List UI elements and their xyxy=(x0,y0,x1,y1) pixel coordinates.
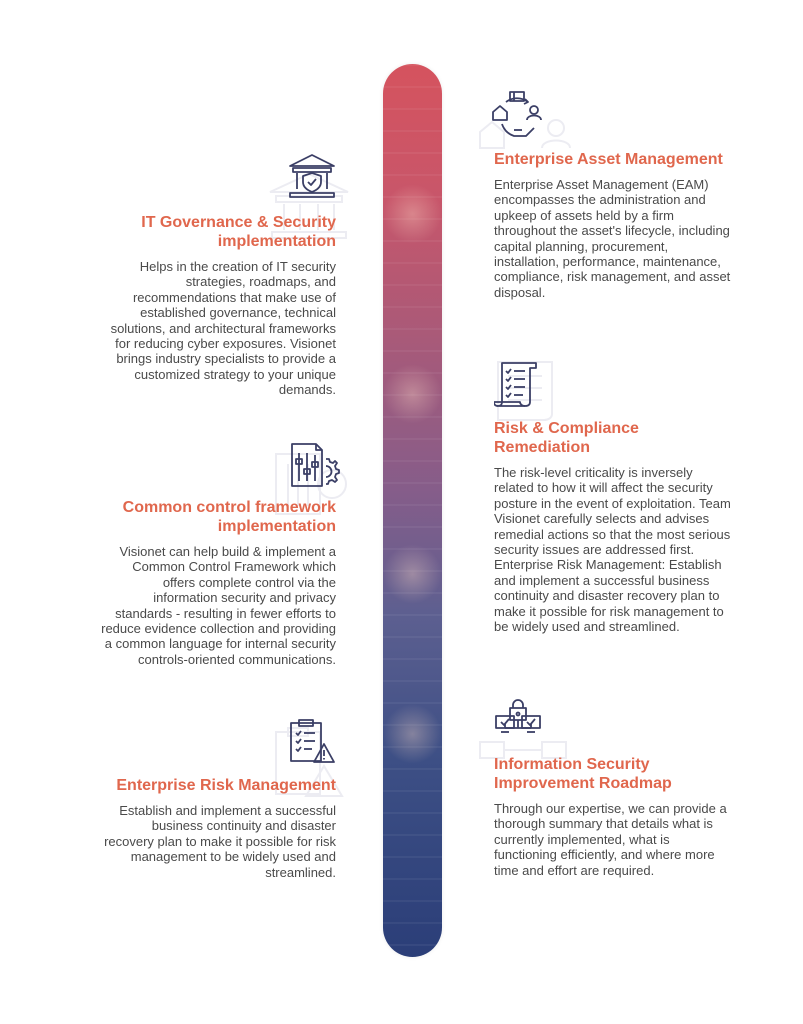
enterprise-risk-title: Enterprise Risk Management xyxy=(116,777,336,794)
bank-shield-icon xyxy=(287,153,337,199)
info-security-block xyxy=(494,755,734,878)
common-control-text: Visionet can help build & implement a Common Control Framework which offers complete control via the information security and privacy standards - resulting in fewer efforts to reduce evidence collection and providing a common language for internal security controls-oriented communications. xyxy=(101,544,336,667)
it-governance-block xyxy=(100,213,336,398)
network-lock-icon xyxy=(493,698,543,742)
clipboard-warning-icon xyxy=(288,718,336,766)
enterprise-asset-block xyxy=(494,150,734,300)
common-control-title: Common control framework implementation xyxy=(122,499,336,535)
info-security-title: Information Security Improvement Roadmap xyxy=(494,756,672,792)
it-governance-text: Helps in the creation of IT security strategies, roadmaps, and recommendations that make use of established governance, technical solutions, and architectural frameworks for reducing cyber exposures. Visionet brings industry specialists to provide a customized strategy to your unique demands. xyxy=(110,259,336,398)
risk-compliance-text: The risk-level criticality is inversely related to how it will affect the security posture in the event of exploitation. Team Visionet carefully selects and advises remedial actions so that the most serious security issues are addressed first. Enterprise Risk Management: Establish and implement a successful business continuity and disaster recovery plan to make it possible for risk management to be widely used and streamlined. xyxy=(494,465,731,635)
timeline-bar xyxy=(383,64,442,957)
common-control-block xyxy=(100,498,336,667)
enterprise-asset-text: Enterprise Asset Management (EAM) encompasses the administration and upkeep of assets held by a firm throughout the asset's lifecycle, including capital planning, procurement, installation, performance, maintenance, compliance, risk management, and asset disposal. xyxy=(494,177,731,300)
control-panel-gear-icon xyxy=(288,441,340,489)
checklist-scroll-icon xyxy=(494,360,540,408)
risk-compliance-block xyxy=(494,419,734,634)
enterprise-asset-title: Enterprise Asset Management xyxy=(494,151,723,168)
enterprise-risk-block xyxy=(100,776,336,880)
asset-cycle-icon xyxy=(490,90,544,140)
it-governance-title: IT Governance & Security implementation xyxy=(141,214,336,250)
info-security-text: Through our expertise, we can provide a thorough summary that details what is currently implemented, what is functioning efficiently, and where more time and effort are required. xyxy=(494,801,727,878)
enterprise-risk-text: Establish and implement a successful business continuity and disaster recovery plan to make it possible for risk management to be widely used and streamlined. xyxy=(104,803,336,880)
risk-compliance-title: Risk & Compliance Remediation xyxy=(494,420,639,456)
